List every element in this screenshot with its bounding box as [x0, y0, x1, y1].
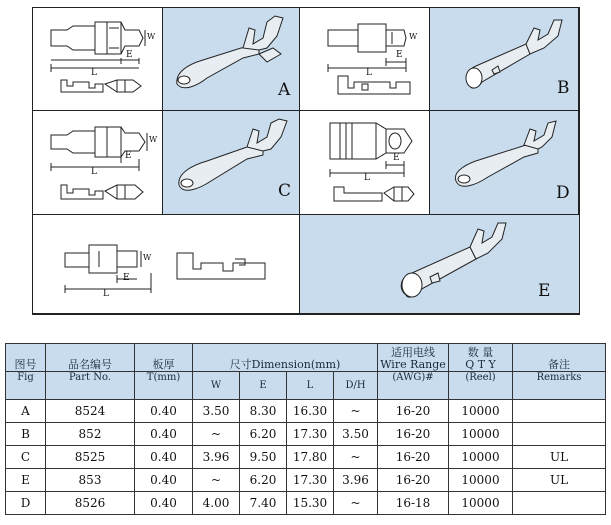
drawing-a-technical [33, 8, 163, 111]
table-row [6, 400, 606, 423]
fig-letter-e: E [538, 281, 551, 301]
header-wire: 适用电线 Wire Range [378, 344, 449, 372]
cell-w: 3.96 [193, 446, 240, 469]
cell-wire: 16-20 [378, 469, 449, 492]
terminal-drawings-grid [32, 7, 580, 315]
fig-letter-a: A [278, 80, 291, 100]
cell-w: ~ [193, 423, 240, 446]
header-fig: 图号 [6, 344, 46, 372]
table-header-row [6, 344, 606, 372]
drawing-e-dim-w: W [143, 253, 152, 262]
cell-e: 7.40 [240, 492, 287, 515]
drawing-b-technical [300, 8, 430, 111]
drawing-b-dim-e: E [396, 50, 403, 60]
header-thickness: 板厚 [135, 344, 193, 372]
cell-l: 17.80 [287, 446, 334, 469]
header-thickness-en: T(mm) [135, 372, 193, 400]
header-remarks: 备注 [513, 344, 606, 372]
cell-thickness: 0.40 [135, 423, 193, 446]
cell-qty: 10000 [449, 469, 513, 492]
cell-qty: 10000 [449, 423, 513, 446]
cell-dh: ~ [334, 400, 378, 423]
drawing-d-dim-l: L [364, 173, 370, 183]
drawing-d-technical [300, 111, 430, 215]
table-row [6, 446, 606, 469]
cell-qty: 10000 [449, 492, 513, 515]
cell-dh: 3.96 [334, 469, 378, 492]
header-fig-en: Fig [6, 372, 46, 400]
cell-part: 8525 [46, 446, 135, 469]
cell-remarks: UL [513, 469, 606, 492]
cell-w: 3.50 [193, 400, 240, 423]
fig-letter-d: D [556, 183, 570, 203]
header-remarks-en: Remarks [513, 372, 606, 400]
drawing-d-dim-e: E [393, 153, 400, 163]
cell-part: 853 [46, 469, 135, 492]
cell-e: 9.50 [240, 446, 287, 469]
terminal-spec-table [5, 343, 606, 515]
cell-qty: 10000 [449, 400, 513, 423]
drawing-b-technical-svg [300, 8, 430, 111]
cell-wire: 16-20 [378, 446, 449, 469]
table-row [6, 469, 606, 492]
drawing-b-dim-w: W [409, 32, 418, 41]
drawing-a-dim-l: L [91, 68, 97, 78]
header-part: 品名编号 [46, 344, 135, 372]
cell-w: 4.00 [193, 492, 240, 515]
cell-part: 852 [46, 423, 135, 446]
drawing-d-isometric [430, 111, 579, 215]
cell-thickness: 0.40 [135, 469, 193, 492]
drawing-a-technical-svg [33, 8, 163, 111]
drawing-c-dim-l: L [91, 167, 97, 177]
cell-part: 8526 [46, 492, 135, 515]
header-dim-dh: D/H [334, 372, 378, 400]
cell-wire: 16-20 [378, 400, 449, 423]
cell-thickness: 0.40 [135, 492, 193, 515]
cell-thickness: 0.40 [135, 446, 193, 469]
cell-l: 16.30 [287, 400, 334, 423]
drawing-d-technical-svg [300, 111, 430, 215]
cell-w: ~ [193, 469, 240, 492]
header-dim-e: E [240, 372, 287, 400]
header-qty: 数 量 Q T Y [449, 344, 513, 372]
drawing-e-technical-svg [33, 215, 300, 314]
cell-remarks [513, 492, 606, 515]
header-qty-reel: (Reel) [449, 372, 513, 400]
header-dim-l: L [287, 372, 334, 400]
cell-wire: 16-20 [378, 423, 449, 446]
cell-remarks [513, 400, 606, 423]
drawing-a-dim-w: W [147, 32, 156, 41]
drawing-e-technical [33, 215, 300, 314]
drawing-a-dim-e: E [126, 50, 133, 60]
drawing-a-isometric [163, 8, 300, 111]
header-part-en: Part No. [46, 372, 135, 400]
cell-fig: D [6, 492, 46, 515]
cell-l: 17.30 [287, 469, 334, 492]
drawing-c-isometric [163, 111, 300, 215]
cell-l: 15.30 [287, 492, 334, 515]
drawing-c-dim-w: W [149, 135, 158, 144]
header-wire-awg: (AWG)# [378, 372, 449, 400]
header-dimension: 尺寸Dimension(mm) [193, 344, 378, 372]
cell-e: 6.20 [240, 423, 287, 446]
cell-thickness: 0.40 [135, 400, 193, 423]
cell-wire: 16-18 [378, 492, 449, 515]
drawing-e-isometric [300, 215, 579, 314]
cell-fig: B [6, 423, 46, 446]
table-row [6, 423, 606, 446]
drawing-b-dim-l: L [366, 68, 372, 78]
cell-fig: C [6, 446, 46, 469]
drawing-c-technical [33, 111, 163, 215]
cell-part: 8524 [46, 400, 135, 423]
cell-dh: 3.50 [334, 423, 378, 446]
drawing-c-dim-e: E [125, 151, 132, 161]
drawing-c-technical-svg [33, 111, 163, 215]
drawing-b-isometric [430, 8, 579, 111]
cell-qty: 10000 [449, 446, 513, 469]
cell-remarks [513, 423, 606, 446]
cell-remarks: UL [513, 446, 606, 469]
fig-letter-c: C [278, 181, 292, 201]
cell-e: 6.20 [240, 469, 287, 492]
fig-letter-b: B [557, 78, 570, 98]
drawing-e-dim-e: E [123, 273, 130, 283]
cell-fig: A [6, 400, 46, 423]
header-dim-w: W [193, 372, 240, 400]
cell-dh: ~ [334, 492, 378, 515]
table-subheader-row [6, 372, 606, 400]
cell-e: 8.30 [240, 400, 287, 423]
cell-fig: E [6, 469, 46, 492]
drawing-e-dim-l: L [103, 289, 109, 299]
table-row [6, 492, 606, 515]
cell-dh: ~ [334, 446, 378, 469]
cell-l: 17.30 [287, 423, 334, 446]
